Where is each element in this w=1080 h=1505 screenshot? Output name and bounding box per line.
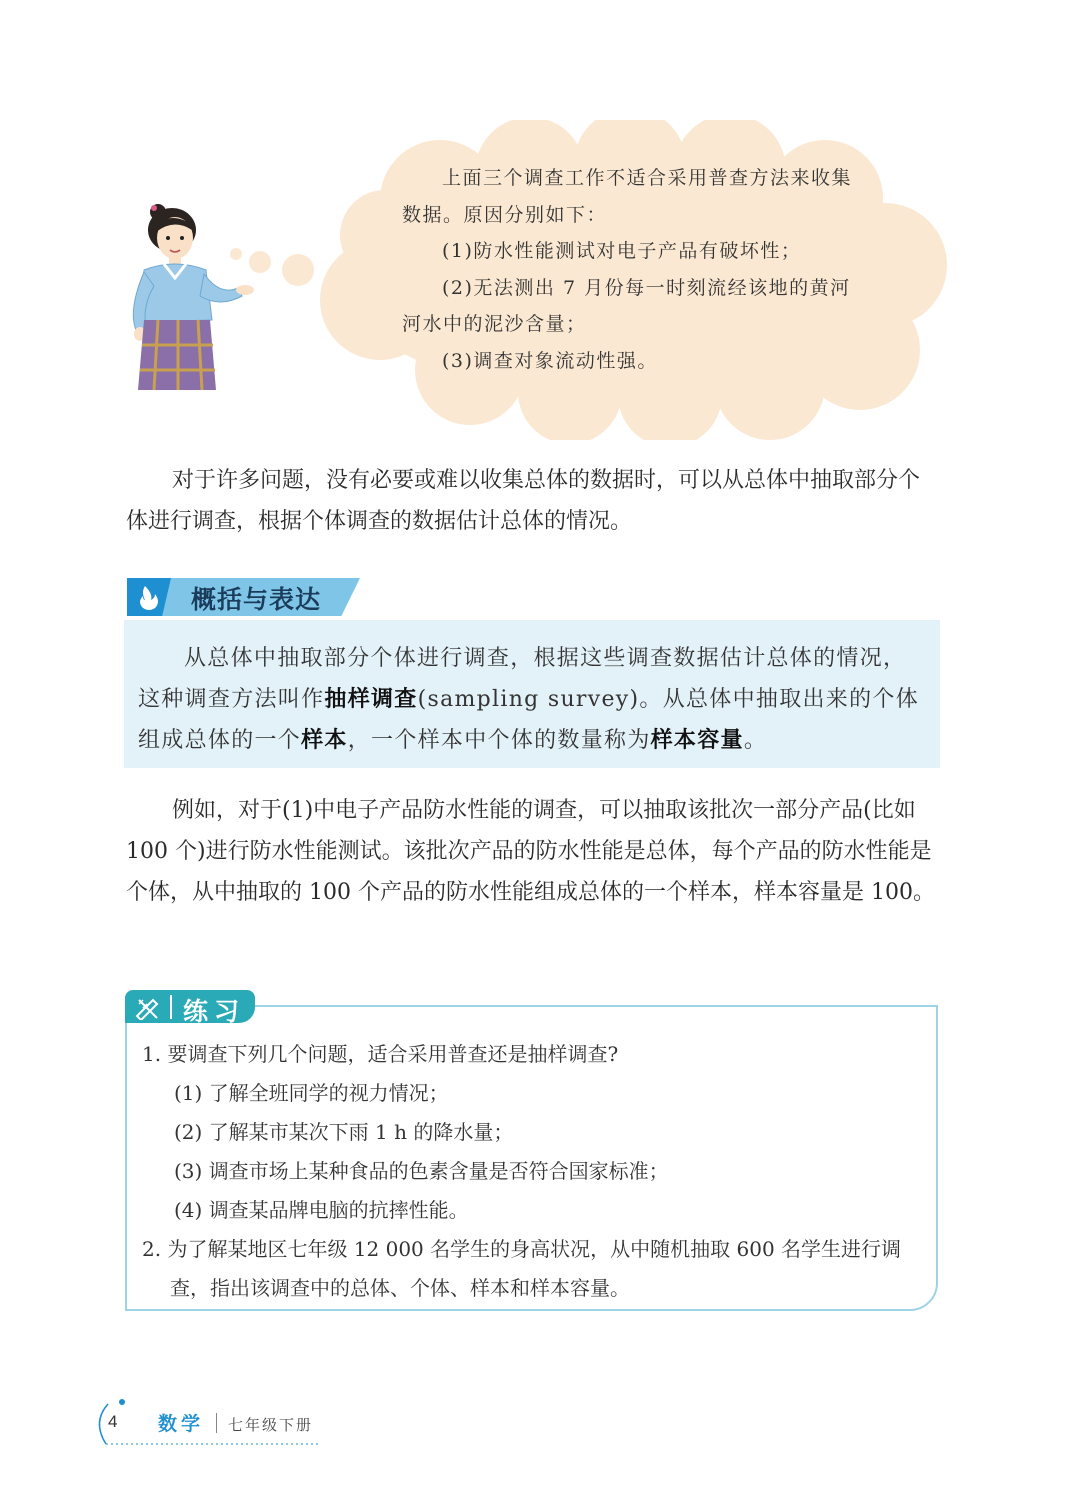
cloud-line: (3)调查对象流动性强。 bbox=[442, 349, 658, 372]
footer-separator bbox=[216, 1413, 217, 1433]
def-part4: 。 bbox=[743, 728, 768, 753]
def-part1: 从总体中抽取部分个体进行调查，根据这些调查数据估计总体的情况，这种调查方法叫作 bbox=[138, 646, 907, 712]
cloud-line: 上面三个调查工作不适合采用普查方法来收集 bbox=[442, 167, 853, 189]
question-2: 2. 为了解某地区七年级 12 000 名学生的身高状况，从中随机抽取 600 名学生进行调查，指出该调查中的总体、个体、样本和样本容量。 bbox=[142, 1237, 902, 1300]
cloud-line: 河水中的泥沙含量； bbox=[402, 313, 587, 335]
term-sample-size: 样本容量 bbox=[650, 728, 744, 753]
example-text: 例如，对于(1)中电子产品防水性能的调查，可以抽取该批次一部分产品(比如 100 个)进行防水性能测试。该批次产品的防水性能是总体，每个产品的防水性能是个体，从中抽取的 100 个产品的防水性能组成总体的一个样本，样本容量是 100。 bbox=[126, 798, 935, 905]
page-number: 4 bbox=[108, 1412, 118, 1431]
cloud-line: (2)无法测出 7 月份每一时刻流经该地的黄河 bbox=[442, 276, 851, 299]
practice-title: 练习 bbox=[183, 997, 246, 1026]
example-paragraph bbox=[126, 790, 941, 913]
question-1-item: (1) 了解全班同学的视力情况； bbox=[174, 1081, 449, 1105]
pencil-ruler-icon bbox=[133, 994, 163, 1020]
question-1-item: (2) 了解某市某次下雨 1 h 的降水量； bbox=[174, 1120, 514, 1144]
practice-separator bbox=[170, 995, 172, 1019]
section-title: 概括与表达 bbox=[191, 585, 322, 614]
footer-book: 七年级下册 bbox=[228, 1416, 314, 1434]
cloud-text bbox=[402, 160, 872, 379]
term-sampling-survey: 抽样调查 bbox=[324, 687, 418, 712]
cloud-line: (1)防水性能测试对电子产品有破坏性； bbox=[442, 240, 802, 262]
cloud-line: 数据。原因分别如下： bbox=[402, 203, 608, 226]
definition-text bbox=[138, 638, 928, 761]
intro-paragraph bbox=[126, 460, 941, 542]
practice-list bbox=[142, 1035, 932, 1308]
question-1-item: (3) 调查市场上某种食品的色素含量是否符合国家标准； bbox=[174, 1159, 669, 1183]
def-part2: (sampling survey)。从总体中抽取出来的个体组成总体的一个 bbox=[138, 687, 919, 753]
def-part3: ，一个样本中个体的数量称为 bbox=[347, 728, 651, 753]
footer-subject: 数学 bbox=[158, 1413, 205, 1435]
girl-illustration bbox=[120, 200, 265, 395]
question-1-item: (4) 调查某品牌电脑的抗摔性能。 bbox=[174, 1198, 469, 1222]
section-header bbox=[127, 578, 367, 616]
term-sample: 样本 bbox=[301, 728, 348, 753]
question-1: 1. 要调查下列几个问题，适合采用普查还是抽样调查? bbox=[142, 1042, 619, 1066]
intro-text: 对于许多问题，没有必要或难以收集总体的数据时，可以从总体中抽取部分个体进行调查，根据个体调查的数据估计总体的情况。 bbox=[126, 468, 921, 534]
